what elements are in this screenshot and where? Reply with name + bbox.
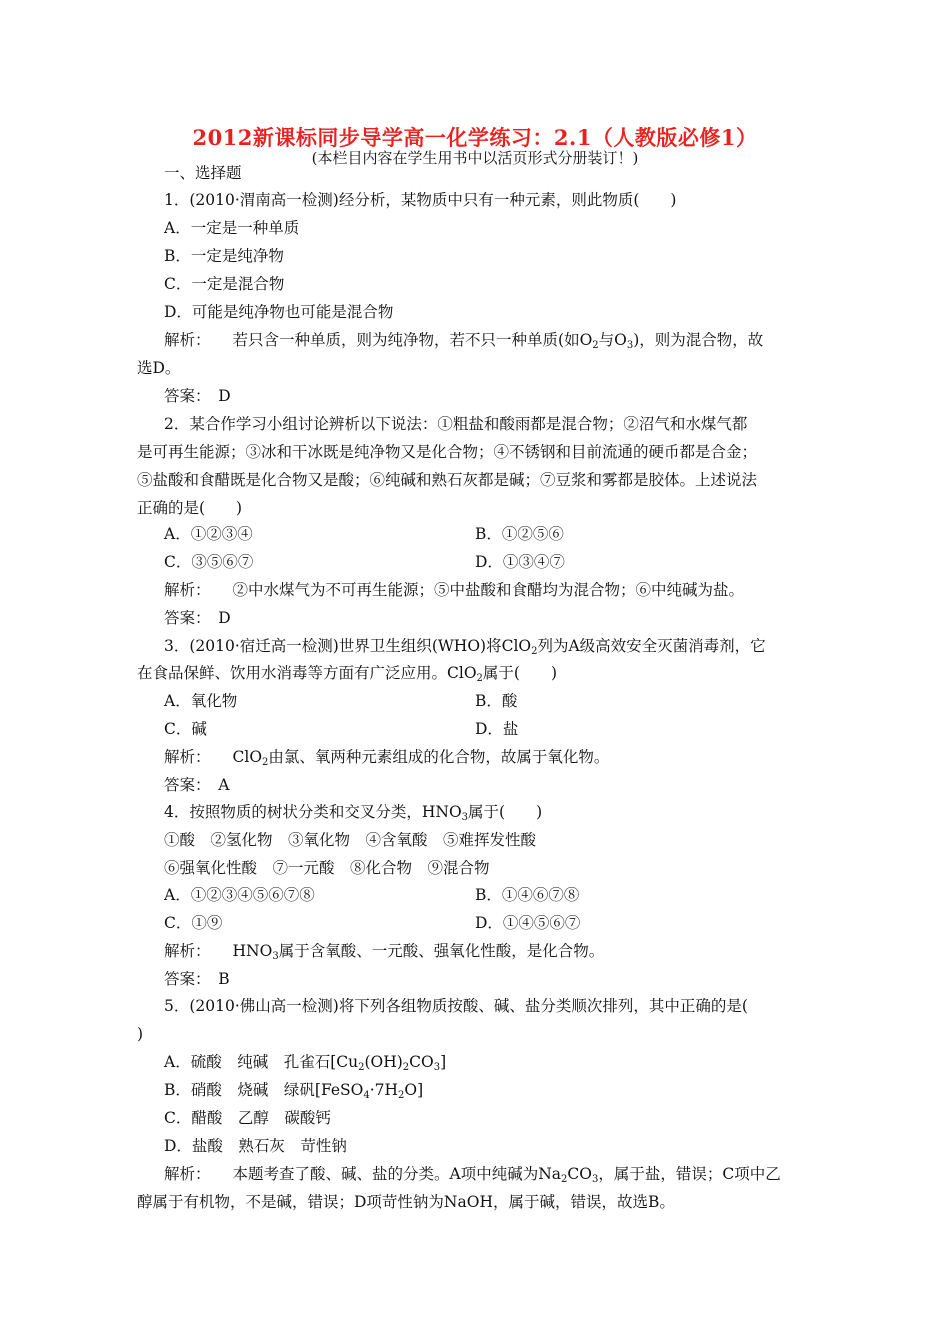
q2-option-b: B．①②⑤⑥: [475, 525, 564, 543]
q4-option-b: B．①④⑥⑦⑧: [475, 886, 580, 904]
q1-option-a: A．一定是一种单质: [164, 219, 300, 237]
analysis-label: 解析：: [164, 331, 211, 349]
page-title: 2012新课标同步导学高一化学练习：2.1（人教版必修1）: [192, 125, 758, 150]
analysis-label: 解析：: [164, 748, 211, 766]
q1-stem: 1．(2010·渭南高一检测)经分析，某物质中只有一种元素，则此物质( ): [164, 191, 677, 209]
q5-stem-cont: ): [137, 1025, 144, 1043]
q4-items-line-1: ①酸 ②氢化物 ③氧化物 ④含氧酸 ⑤难挥发性酸: [164, 831, 537, 849]
q4-answer: 答案： B: [164, 970, 230, 988]
q5-option-c: C．醋酸 乙醇 碳酸钙: [164, 1109, 331, 1127]
q5-option-b: B．硝酸 烧碱 绿矾$[FeSO_4\cdot 7H_2O]$: [164, 1081, 424, 1101]
q3-option-d: D．盐: [475, 720, 519, 738]
q5-option-d: D．盐酸 熟石灰 苛性钠: [164, 1137, 347, 1155]
q3-option-b: B．酸: [475, 692, 518, 710]
analysis-label: 解析：: [164, 1165, 211, 1183]
q4-option-a: A．①②③④⑤⑥⑦⑧: [164, 886, 315, 904]
analysis-label: 解析：: [164, 581, 211, 599]
q5-analysis-cont: 醇属于有机物，不是碱，错误；D项苛性钠为NaOH，属于碱，错误，故选B。: [137, 1193, 675, 1211]
q5-analysis: 解析： 本题考查了酸、碱、盐的分类。A项中纯碱为$Na_2CO_3$，属于盐，错误；C项中乙: [164, 1165, 781, 1185]
q2-answer: 答案： D: [164, 609, 231, 627]
q2-analysis: 解析： ②中水煤气为不可再生能源；⑤中盐酸和食醋均为混合物；⑥中纯碱为盐。: [164, 581, 745, 599]
q4-stem: 4．按照物质的树状分类和交叉分类，$HNO_3$属于( ): [164, 803, 543, 823]
q1-option-b: B．一定是纯净物: [164, 247, 284, 265]
q2-stem-line-3: ⑤盐酸和食醋既是化合物又是酸；⑥纯碱和熟石灰都是碱；⑦豆浆和雾都是胶体。上述说法: [137, 471, 758, 489]
q2-option-d: D．①③④⑦: [475, 553, 565, 571]
analysis-label: 解析：: [164, 942, 211, 960]
q3-stem-line-1: 3．(2010·宿迁高一检测)世界卫生组织(WHO)将ClO$_2$列为A级高效安全灭菌消毒剂，它: [164, 637, 766, 657]
q4-option-d: D．①④⑤⑥⑦: [475, 914, 581, 932]
q4-items-line-2: ⑥强氧化性酸 ⑦一元酸 ⑧化合物 ⑨混合物: [164, 859, 490, 877]
q5-option-a: A．硫酸 纯碱 孔雀石$[Cu_2(OH)_2CO_3]$: [164, 1053, 447, 1073]
q3-option-c: C．碱: [164, 720, 207, 738]
q5-stem: 5．(2010·佛山高一检测)将下列各组物质按酸、碱、盐分类顺次排列，其中正确的是(: [164, 997, 748, 1015]
q3-answer: 答案： A: [164, 776, 230, 794]
q1-answer: 答案： D: [164, 387, 231, 405]
section-heading: 一、选择题: [164, 164, 242, 182]
q3-stem-line-2: 在食品保鲜、饮用水消毒等方面有广泛应用。ClO$_2$属于( ): [137, 664, 558, 684]
q2-option-a: A．①②③④: [164, 525, 253, 543]
q3-option-a: A．氧化物: [164, 692, 238, 710]
q3-analysis: 解析： ClO$_2$由氯、氧两种元素组成的化合物，故属于氧化物。: [164, 748, 610, 768]
q2-stem-line-4: 正确的是( ): [137, 499, 243, 517]
q1-analysis-cont: 选D。: [137, 359, 181, 377]
q4-analysis: 解析： $HNO_3$属于含氧酸、一元酸、强氧化性酸，是化合物。: [164, 942, 605, 962]
q1-option-c: C．一定是混合物: [164, 275, 285, 293]
page-subtitle: (本栏目内容在学生用书中以活页形式分册装订！): [311, 149, 639, 167]
q1-option-d: D．可能是纯净物也可能是混合物: [164, 303, 394, 321]
q1-analysis: 解析： 若只含一种单质，则为纯净物，若不只一种单质(如$O_2$与$O_3$)，则为混合物，故: [164, 331, 764, 351]
q2-stem-line-1: 2．某合作学习小组讨论辨析以下说法：①粗盐和酸雨都是混合物；②沼气和水煤气都: [164, 415, 748, 433]
q2-option-c: C．③⑤⑥⑦: [164, 553, 254, 571]
q2-stem-line-2: 是可再生能源；③冰和干冰既是纯净物又是化合物；④不锈钢和目前流通的硬币都是合金；: [137, 443, 758, 461]
q4-option-c: C．①⑨: [164, 914, 223, 932]
